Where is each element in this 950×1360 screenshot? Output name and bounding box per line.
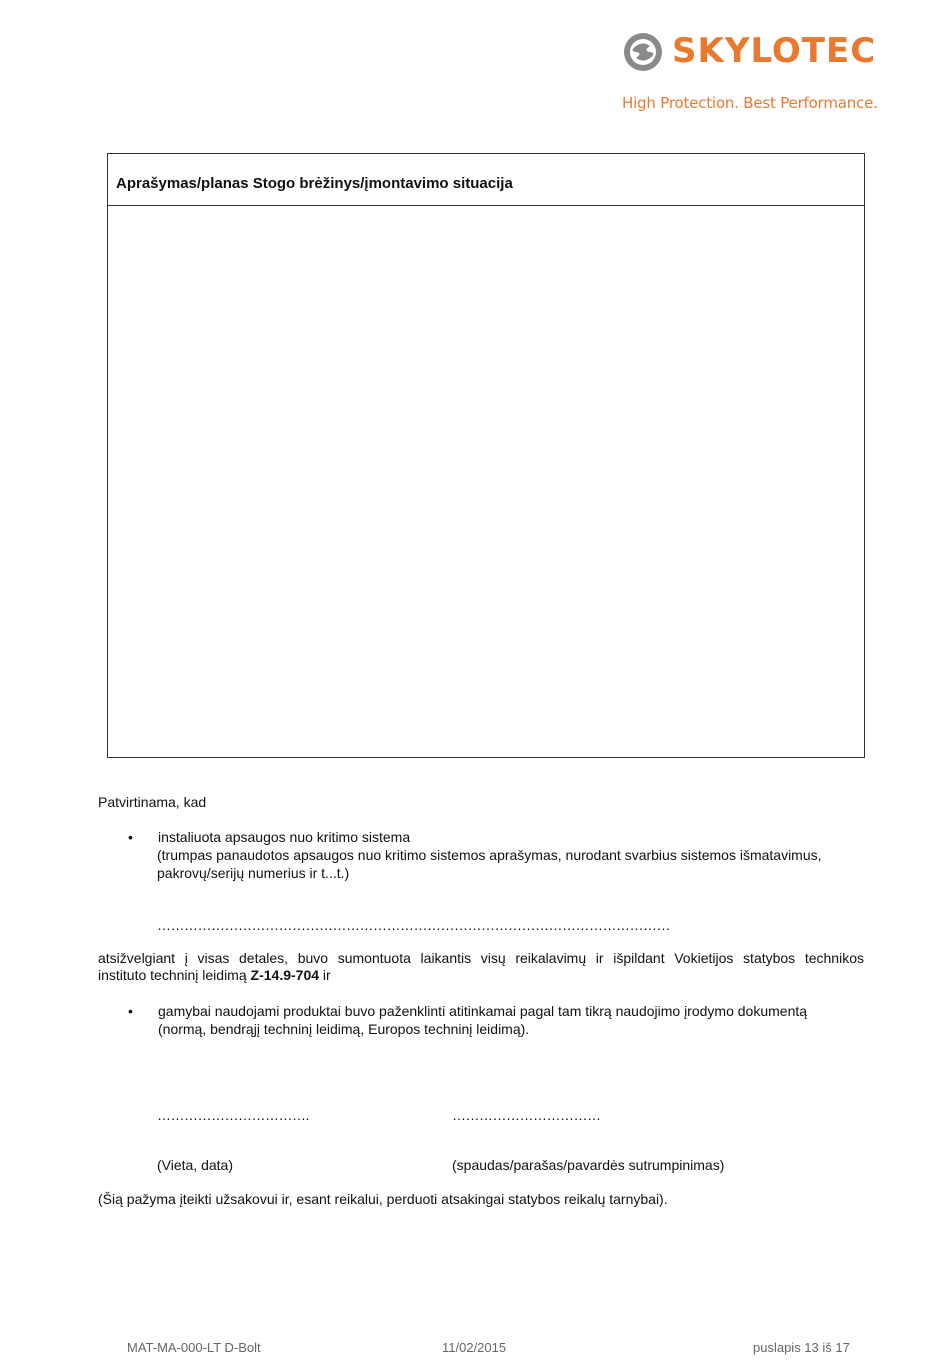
- paragraph-line2-pre: instituto techninį leidimą: [98, 967, 251, 983]
- logo-wordmark: SKYLOTEC: [672, 31, 877, 71]
- description-box: [107, 153, 865, 758]
- place-date-label: (Vieta, data): [157, 1157, 234, 1173]
- signature-label: (spaudas/parašas/pavardės sutrumpinimas): [452, 1157, 725, 1173]
- footer-doc-id: MAT-MA-000-LT D-Bolt: [127, 1340, 261, 1355]
- bullet2-line1: gamybai naudojami produktai buvo paženklinti atitinkamai pagal tam tikrą naudojimo įrodymo dokumentą: [158, 1003, 808, 1019]
- description-box-header: [108, 154, 864, 206]
- bullet2-line2: (normą, bendrąjį techninį leidimą, Europos techninį leidimą).: [158, 1021, 530, 1037]
- paragraph-line1: atsižvelgiant į visas detales, buvo sumontuota laikantis visų reikalavimų ir išpildant Vokietijos statybos technikos: [98, 950, 864, 966]
- approval-number: Z-14.9-704: [250, 967, 320, 983]
- bullet1-line3: pakrovų/serijų numerius ir t...t.): [157, 865, 350, 881]
- paragraph-line2-post: ir: [319, 967, 331, 983]
- paragraph-line2: [98, 967, 331, 984]
- handover-note: (Šią pažyma įteikti užsakovui ir, esant reikalui, perduoti atsakingai statybos reikalų tarnybai).: [98, 1191, 668, 1207]
- bullet-dot-1: •: [128, 829, 133, 845]
- description-box-title: Aprašymas/planas Stogo brėžinys/įmontavimo situacija: [116, 175, 513, 192]
- footer-date: 11/02/2015: [442, 1340, 507, 1355]
- fill-in-dots: ……………………………………………………………………………………………………: [157, 917, 670, 933]
- company-logo: [622, 30, 912, 80]
- footer-page-number: puslapis 13 iš 17: [753, 1340, 850, 1355]
- bullet1-line2: (trumpas panaudotos apsaugos nuo kritimo sistemos aprašymas, nurodant svarbius sistemos išmatavimus,: [157, 847, 822, 863]
- intro-text: Patvirtinama, kad: [98, 794, 207, 810]
- place-date-dots: …………………………….: [157, 1107, 309, 1123]
- brand-tagline: High Protection. Best Performance.: [622, 94, 878, 112]
- signature-dots: ……………………………: [452, 1107, 601, 1123]
- skylotec-emblem-icon: [622, 30, 664, 72]
- bullet1-line1: instaliuota apsaugos nuo kritimo sistema: [158, 829, 411, 845]
- bullet-dot-2: •: [128, 1003, 133, 1019]
